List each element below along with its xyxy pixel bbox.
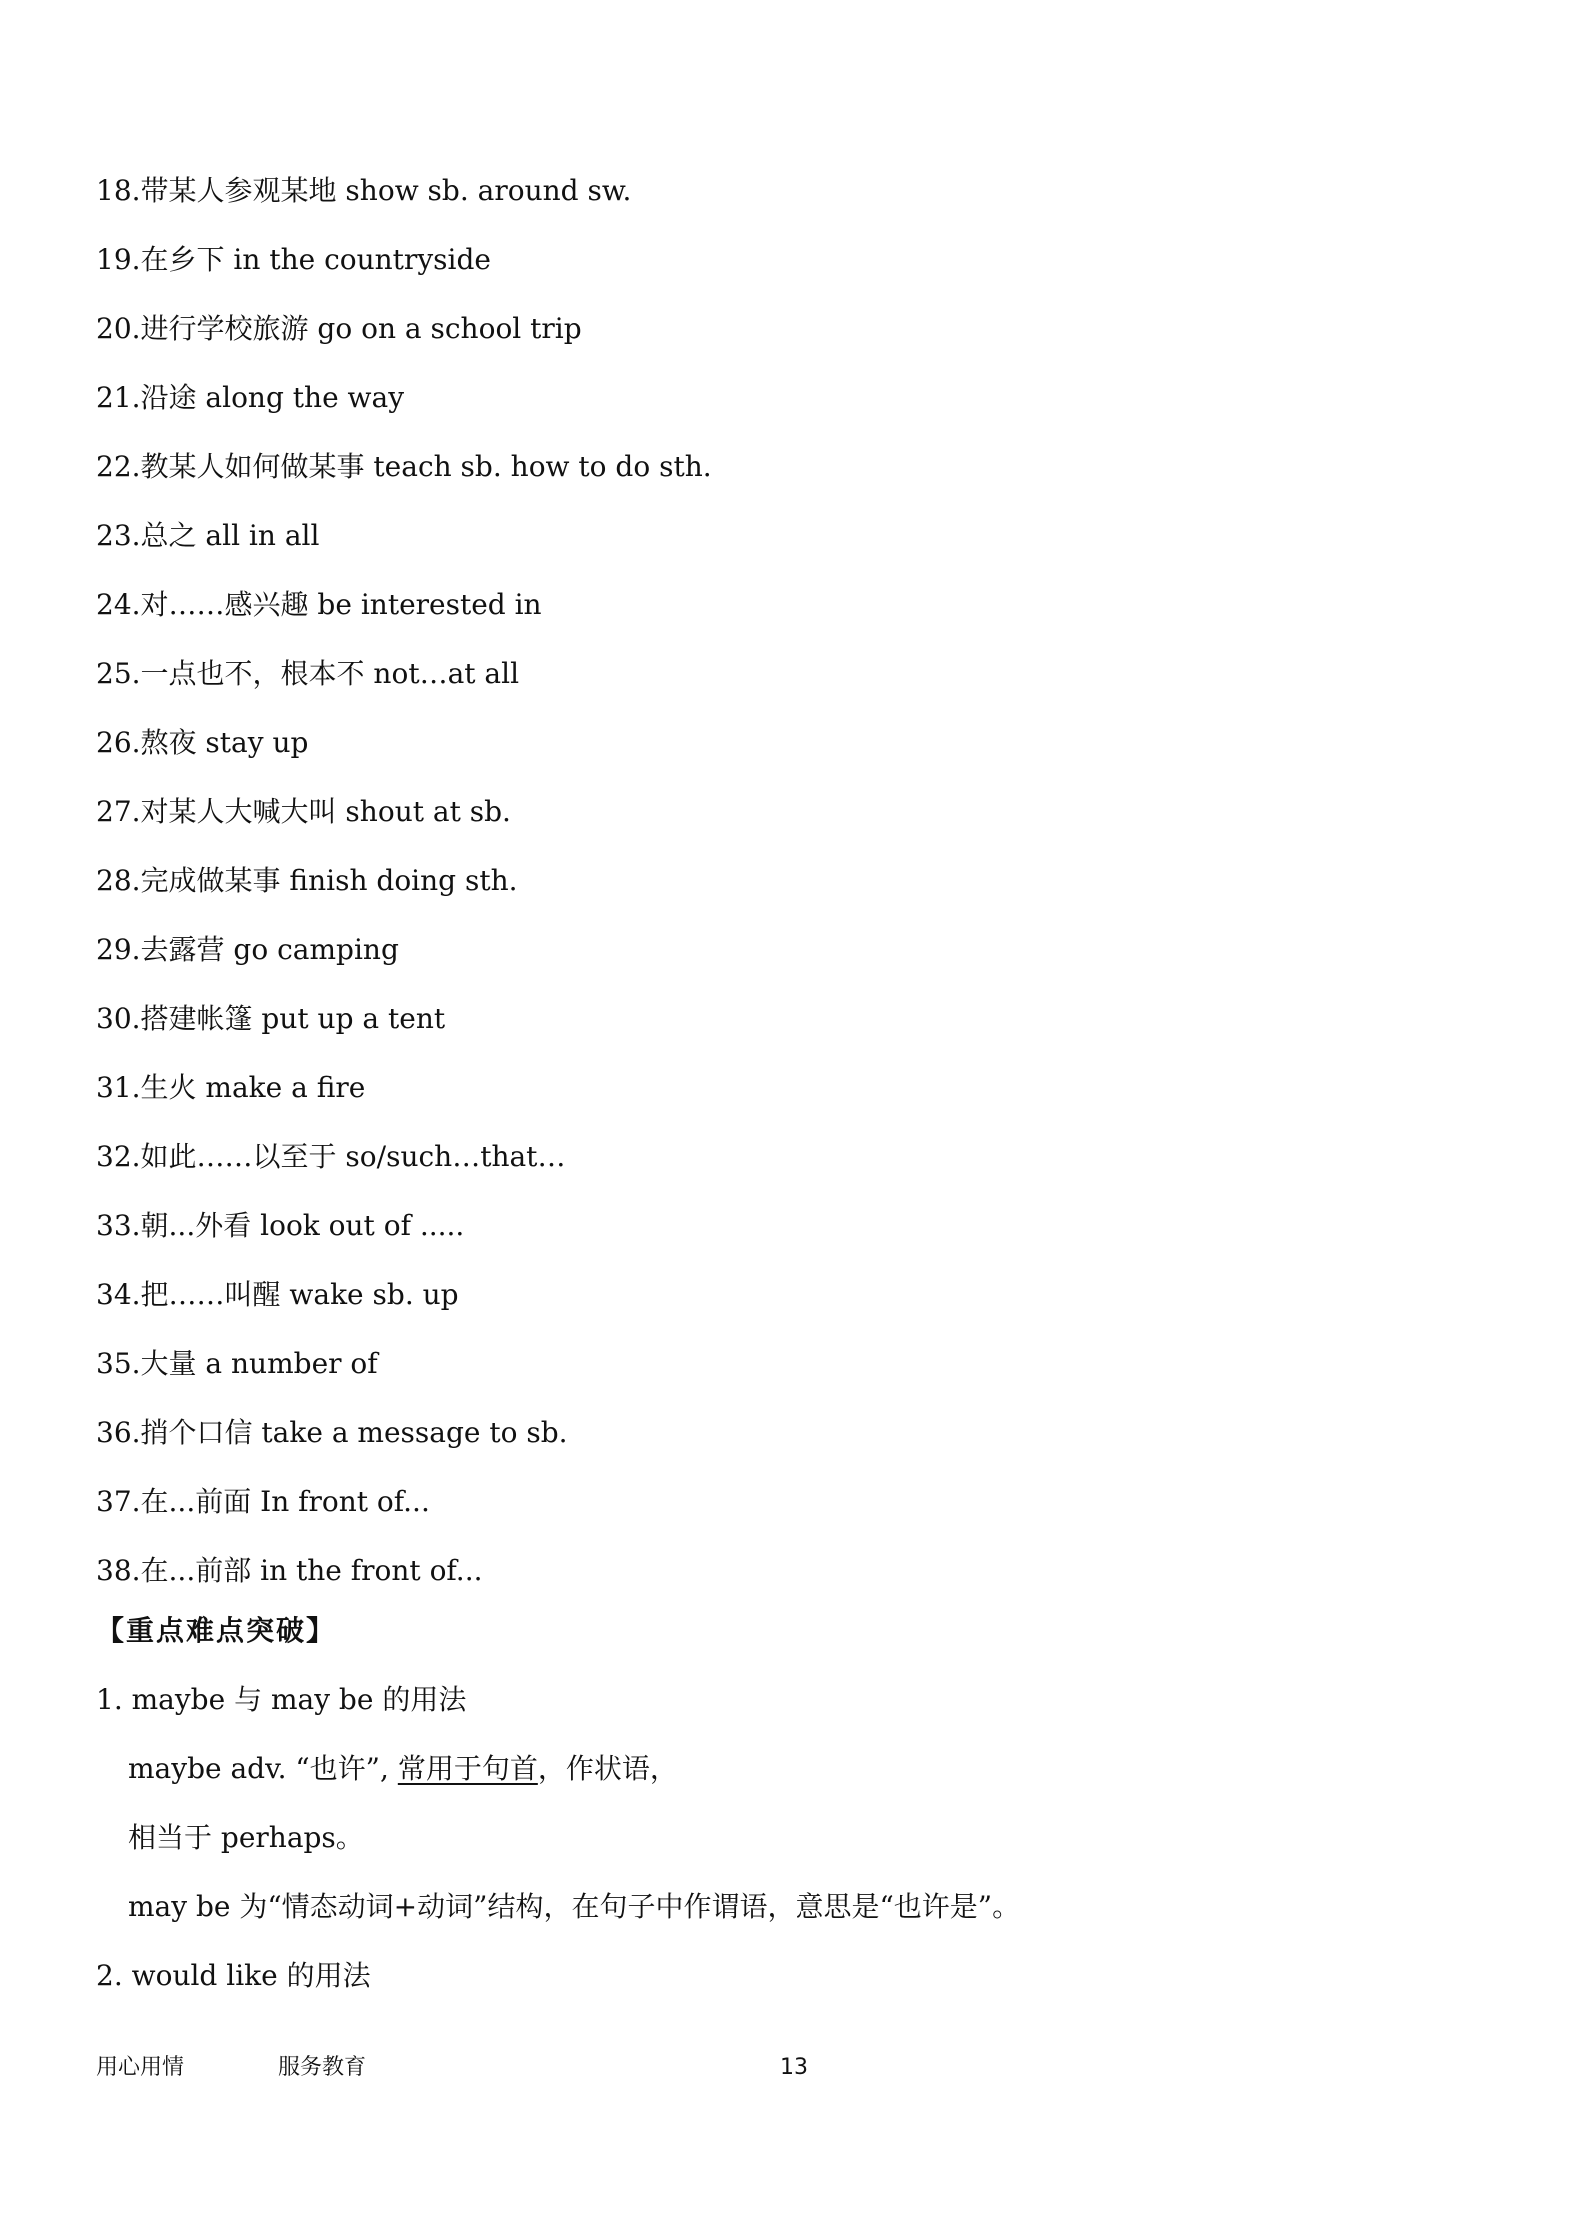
phrase-item-24: 24.对……感兴趣 be interested in <box>96 588 542 621</box>
section-heading: 【重点难点突破】 <box>96 1614 337 1647</box>
point-2-title: 2. would like 的用法 <box>96 1959 371 1992</box>
phrase-item-37: 37.在...前面 In front of... <box>96 1485 430 1518</box>
phrase-item-26: 26.熬夜 stay up <box>96 726 309 759</box>
phrase-item-25: 25.一点也不，根本不 not…at all <box>96 657 520 690</box>
page-number: 13 <box>780 2055 808 2080</box>
phrase-item-28: 28.完成做某事 finish doing sth. <box>96 864 518 897</box>
phrase-item-30: 30.搭建帐篷 put up a tent <box>96 1002 446 1035</box>
phrase-item-36: 36.捎个口信 take a message to sb. <box>96 1416 568 1449</box>
maybe-definition-prefix: maybe adv. “也许”, <box>128 1752 398 1785</box>
perhaps-line: 相当于 perhaps。 <box>128 1821 364 1854</box>
phrase-item-38: 38.在...前部 in the front of... <box>96 1554 483 1587</box>
phrase-item-34: 34.把……叫醒 wake sb. up <box>96 1278 459 1311</box>
phrase-item-33: 33.朝...外看 look out of ..... <box>96 1209 465 1242</box>
maybe-definition-line <box>96 1746 1476 1815</box>
footer-slogan-2: 服务教育 <box>278 2055 367 2080</box>
page-footer <box>0 2048 1579 2088</box>
maybe-definition-suffix: ，作状语， <box>537 1752 678 1785</box>
phrase-item-18: 18.带某人参观某地 show sb. around sw. <box>96 174 632 207</box>
phrase-item-23: 23.总之 all in all <box>96 519 320 552</box>
maybe-definition-underlined: 常用于句首 <box>397 1752 538 1785</box>
phrase-item-22: 22.教某人如何做某事 teach sb. how to do sth. <box>96 450 712 483</box>
point-1-title: 1. maybe 与 may be 的用法 <box>96 1683 467 1716</box>
phrase-item-21: 21.沿途 along the way <box>96 381 405 414</box>
phrase-item-32: 32.如此……以至于 so/such…that… <box>96 1140 566 1173</box>
phrase-item-29: 29.去露营 go camping <box>96 933 399 966</box>
phrase-item-27: 27.对某人大喊大叫 shout at sb. <box>96 795 511 828</box>
phrase-item-35: 35.大量 a number of <box>96 1347 378 1380</box>
key-points-section <box>96 1608 1476 2022</box>
phrase-item-19: 19.在乡下 in the countryside <box>96 243 491 276</box>
footer-slogan-1: 用心用情 <box>96 2055 185 2080</box>
phrase-item-20: 20.进行学校旅游 go on a school trip <box>96 312 582 345</box>
may-be-definition-line: may be 为“情态动词+动词”结构，在句子中作谓语，意思是“也许是”。 <box>128 1890 1021 1923</box>
phrase-item-31: 31.生火 make a fire <box>96 1071 366 1104</box>
phrase-list <box>96 168 1476 1617</box>
